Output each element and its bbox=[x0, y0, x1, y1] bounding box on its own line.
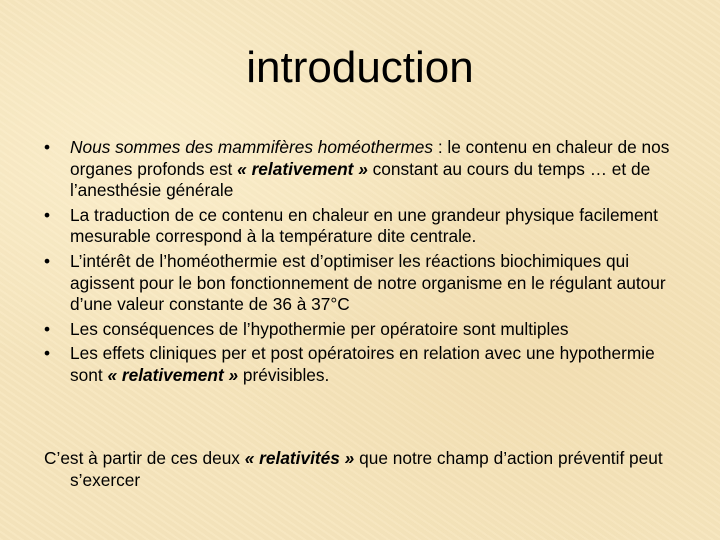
bullet-item-central-temperature bbox=[44, 205, 684, 248]
bullet-dot-icon: • bbox=[44, 204, 51, 225]
bullet-text: constant au cours du temps … et de l’anesthésie générale bbox=[70, 158, 651, 201]
bullet-text: prévisibles. bbox=[238, 364, 330, 385]
bullet-text: : le contenu en chaleur de nos organes profonds est bbox=[70, 137, 670, 179]
summary-emphasis: « relativités » bbox=[244, 448, 355, 468]
bullet-text: Les conséquences de l’hypothermie per opératoire sont multiples bbox=[70, 318, 569, 339]
summary-paragraph bbox=[44, 448, 710, 491]
bullet-list bbox=[44, 137, 684, 390]
bullet-item-clinical-effects bbox=[44, 343, 684, 386]
bullet-item-consequences bbox=[44, 319, 684, 341]
bullet-dot-icon: • bbox=[44, 250, 51, 271]
bullet-item-interest bbox=[44, 251, 684, 316]
bullet-text: La traduction de ce contenu en chaleur en une grandeur physique facilement mesurable correspond à la température dite centrale. bbox=[70, 204, 658, 247]
bullet-dot-icon: • bbox=[44, 137, 51, 157]
summary-text: que notre champ d’action préventif peut s’exercer bbox=[70, 448, 663, 490]
bullet-emphasis: « relativement » bbox=[237, 158, 368, 179]
bullet-text: L’intérêt de l’homéothermie est d’optimiser les réactions biochimiques qui agissent pour le bon fonctionnement de notre organisme en le régulant autour d’une valeur constante de 36 à 37°C bbox=[70, 250, 666, 315]
slide-title: introduction bbox=[246, 43, 474, 92]
bullet-italic-lead: Nous sommes des mammifères homéothermes bbox=[70, 137, 434, 157]
bullet-emphasis: « relativement » bbox=[107, 364, 239, 385]
bullet-dot-icon: • bbox=[44, 343, 51, 364]
bullet-text: Les effets cliniques per et post opératoires en relation avec une hypothermie sont bbox=[70, 343, 655, 385]
bullet-item-homeothermy bbox=[44, 137, 684, 202]
bullet-dot-icon: • bbox=[44, 318, 51, 339]
summary-text: C’est à partir de ces deux bbox=[44, 448, 245, 468]
